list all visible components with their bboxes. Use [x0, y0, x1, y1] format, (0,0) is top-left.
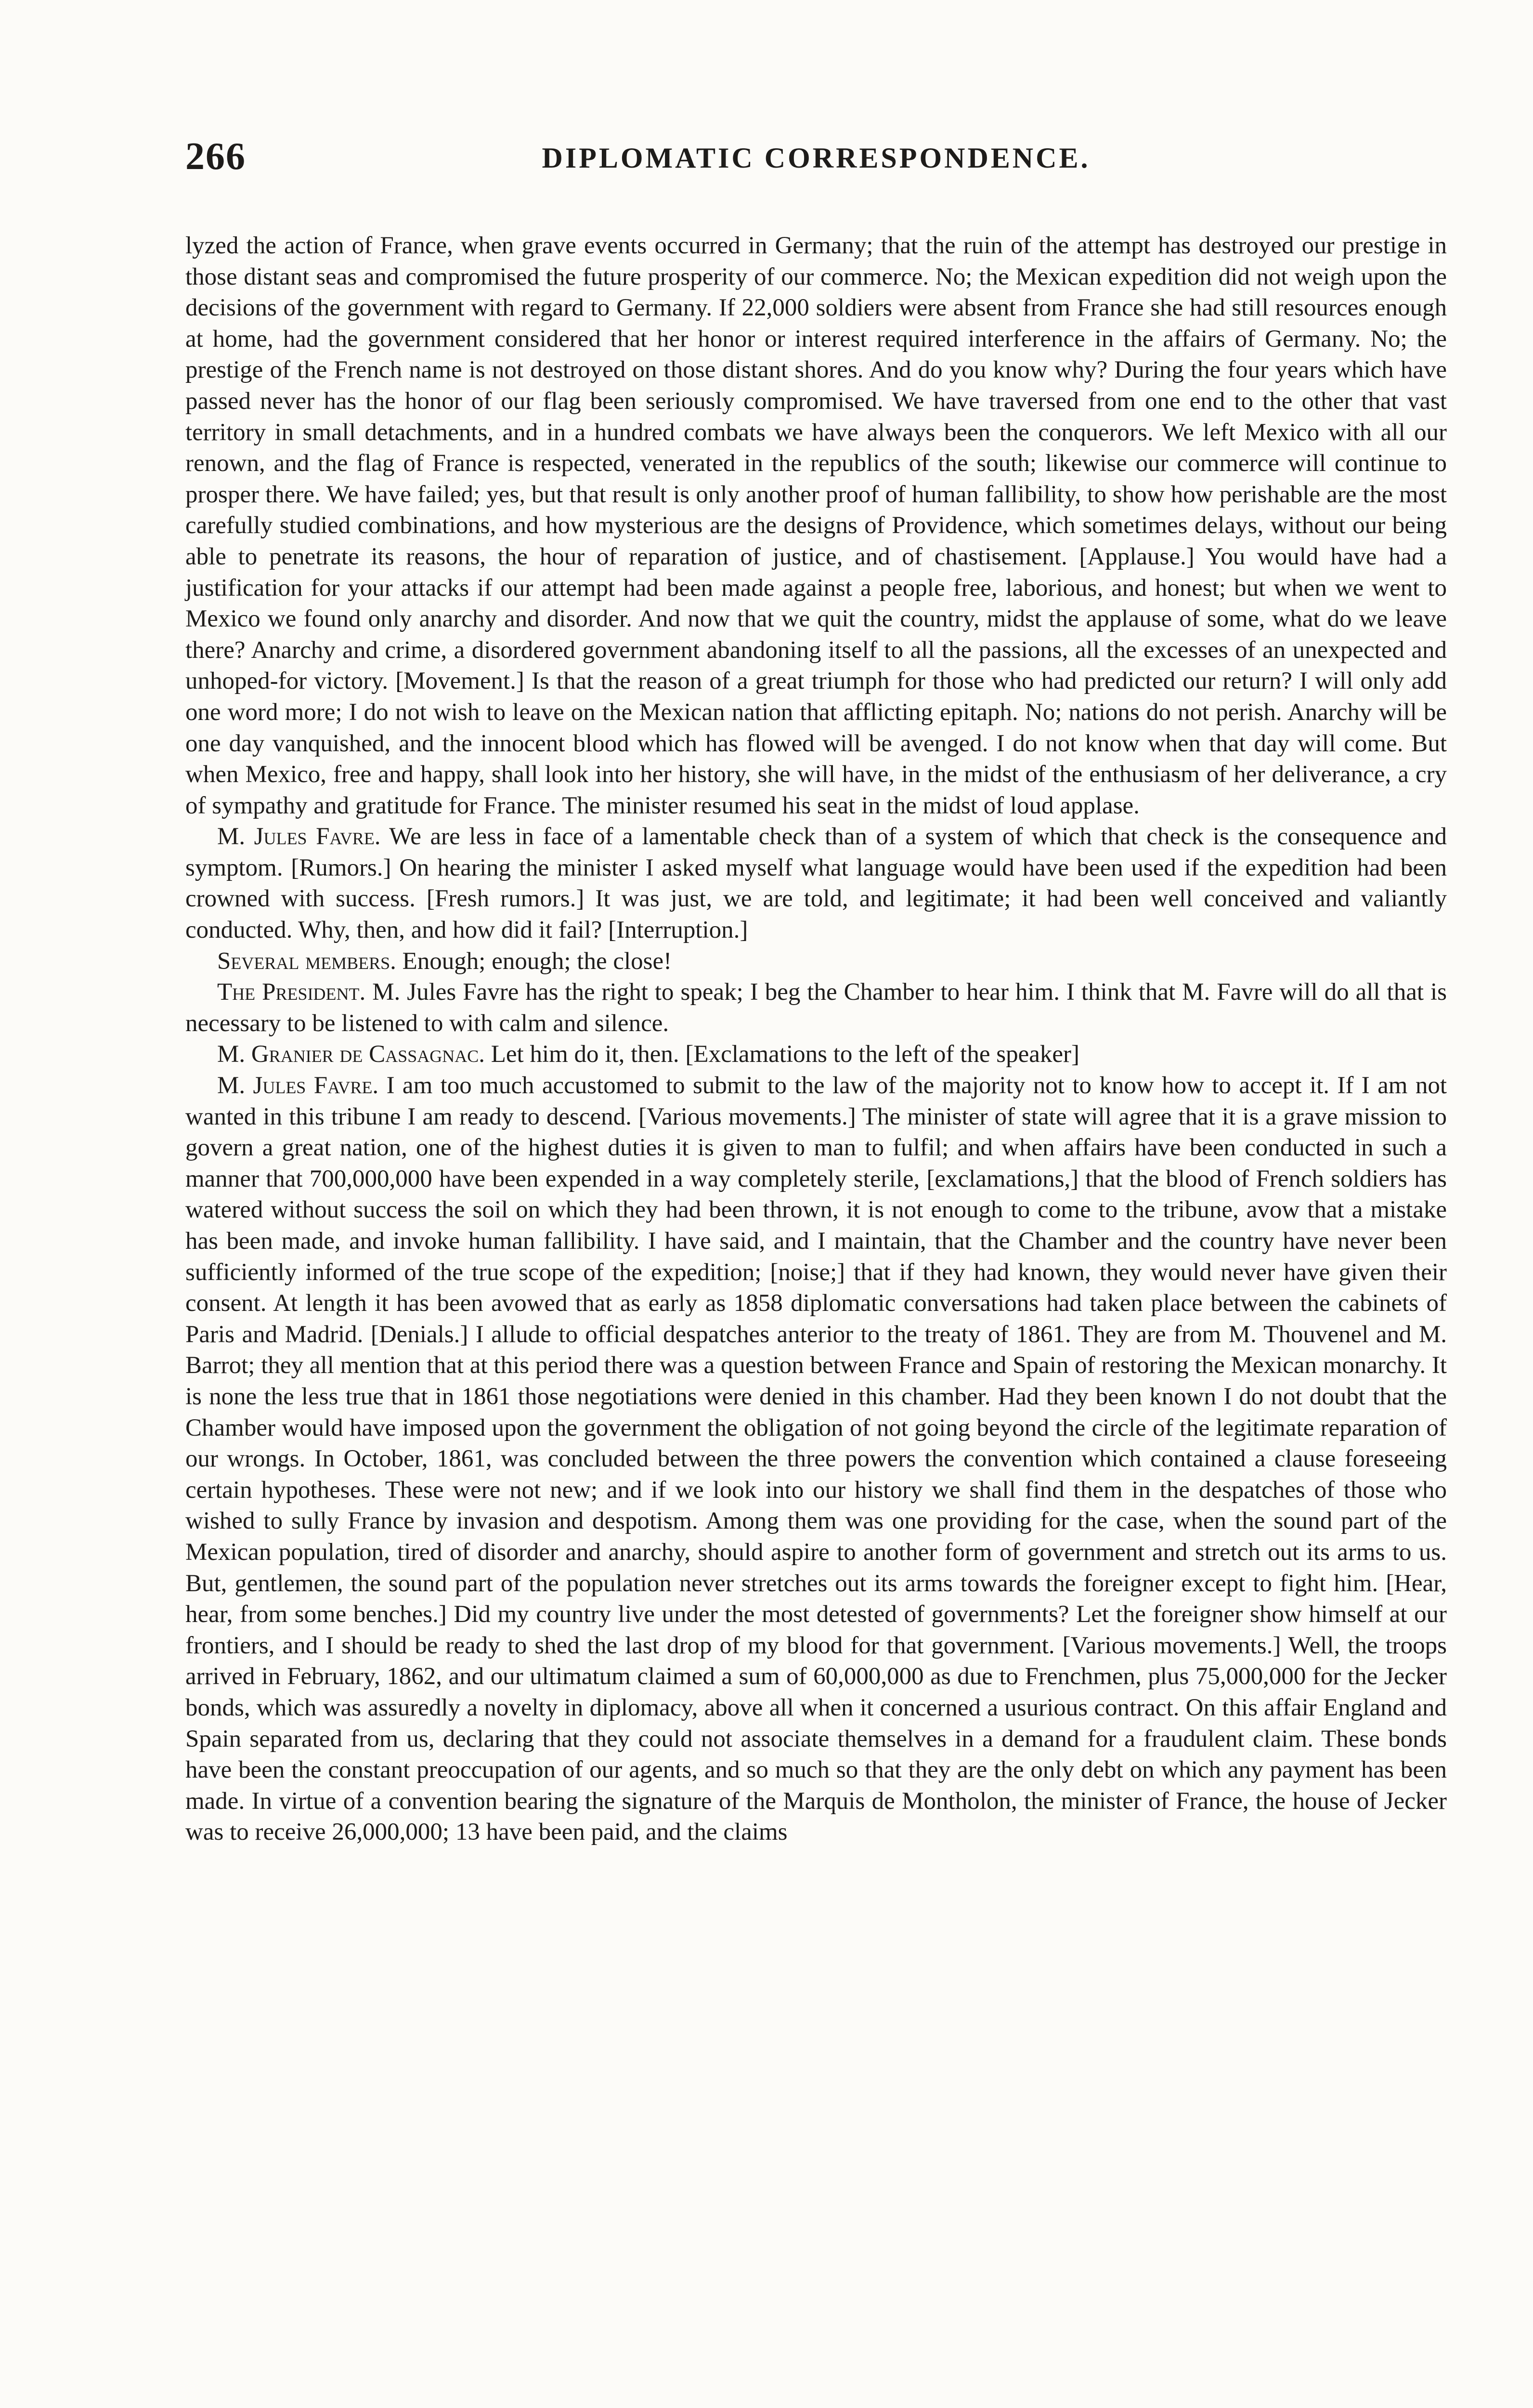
paragraph-text: We are less in face of a lamentable check than of a system of which that check is the consequence and symptom. [Rumors.] On hearing the minister I asked myself what language would have been used if the expedition had been crowned with success. [Fresh rumors.] It was just, we are told, and legitimate; it had been well conceived and valiantly conducted. Why, then, and how did it fail? [Interruption.]: [185, 823, 1447, 944]
paragraph: [185, 230, 1447, 821]
paragraph-text: Let him do it, then. [Exclamations to the left of the speaker]: [484, 1041, 1079, 1068]
speaker-name: M. Granier de Cassagnac.: [217, 1041, 485, 1068]
paragraph-text: Enough; enough; the close!: [396, 947, 672, 975]
paragraph: [185, 946, 1447, 977]
paragraph-text: lyzed the action of France, when grave events occurred in Germany; that the ruin of the attempt has destroyed our prestige in those distant seas and compromised the future prosperity of our commerce. No; the Mexican expedition did not weigh upon the decisions of the government with regard to Germany. If 22,000 soldiers were absent from France she had still resources enough at home, had the government considered that her honor or interest required interference in the affairs of Germany. No; the prestige of the French name is not destroyed on those distant shores. And do you know why? During the four years which have passed never has the honor of our flag been seriously compromised. We have traversed from one end to the other that vast territory in small detachments, and in a hundred combats we have always been the conquerors. We left Mexico with all our renown, and the flag of France is respected, venerated in the republics of the south; likewise our commerce will continue to prosper there. We have failed; yes, but that result is only another proof of human fallibility, to show how perishable are the most carefully studied combinations, and how mysterious are the designs of Providence, which sometimes delays, without our being able to penetrate its reasons, the hour of reparation of justice, and of chastisement. [Applause.] You would have had a justification for your attacks if our attempt had been made against a people free, laborious, and honest; but when we went to Mexico we found only anarchy and disorder. And now that we quit the country, midst the applause of some, what do we leave there? Anarchy and crime, a disordered government abandoning itself to all the passions, all the excesses of an unexpected and unhoped-for victory. [Movement.] Is that the reason of a great triumph for those who had predicted our return? I will only add one word more; I do not wish to leave on the Mexican nation that afflicting epitaph. No; nations do not perish. Anarchy will be one day vanquished, and the innocent blood which has flowed will be avenged. I do not know when that day will come. But when Mexico, free and happy, shall look into her history, she will have, in the midst of the enthusiasm of her deliverance, a cry of sympathy and gratitude for France. The minister resumed his seat in the midst of loud applase.: [185, 232, 1447, 819]
paragraph: [185, 821, 1447, 945]
running-title: DIPLOMATIC CORRESPONDENCE.: [542, 142, 1091, 174]
speaker-name: The President.: [217, 979, 366, 1006]
body-text: [185, 230, 1447, 2408]
paragraph: [185, 977, 1447, 1039]
paragraph-text: I am too much accustomed to submit to the law of the majority not to know how to accept it. If I am not wanted in this tribune I am ready to descend. [Various movements.] The minister of state will agree that it is a grave mission to govern a great nation, one of the highest duties it is given to man to fulfil; and when affairs have been conducted in such a manner that 700,000,000 have been expended in a way completely sterile, [exclamations,] that the blood of French soldiers has watered without success the soil on which they had been thrown, it is not enough to come to the tribune, avow that a mistake has been made, and invoke human fallibility. I have said, and I maintain, that the Chamber and the country have never been sufficiently informed of the true scope of the expedition; [noise;] that if they had known, they would never have given their consent. At length it has been avowed that as early as 1858 diplomatic conversations had taken place between the cabinets of Paris and Madrid. [Denials.] I allude to official despatches anterior to the treaty of 1861. They are from M. Thouvenel and M. Barrot; they all mention that at this period there was a question between France and Spain of restoring the Mexican monarchy. It is none the less true that in 1861 those negotiations were denied in this chamber. Had they been known I do not doubt that the Chamber would have imposed upon the government the obligation of not going beyond the circle of the legitimate reparation of our wrongs. In October, 1861, was concluded between the three powers the convention which contained a clause foreseeing certain hypotheses. These were not new; and if we look into our history we shall find them in the despatches of those who wished to sully France by invasion and despotism. Among them was one providing for the case, when the sound part of the Mexican population, tired of disorder and anarchy, should aspire to another form of government and stretch out its arms to us. But, gentlemen, the sound part of the population never stretches out its arms towards the foreigner except to fight him. [Hear, hear, from some benches.] Did my country live under the most detested of governments? Let the foreigner show himself at our frontiers, and I should be ready to shed the last drop of my blood for that government. [Various movements.] Well, the troops arrived in February, 1862, and our ultimatum claimed a sum of 60,000,000 as due to Frenchmen, plus 75,000,000 for the Jecker bonds, which was assuredly a novelty in diplomacy, above all when it concerned a usurious contract. On this affair England and Spain separated from us, declaring that they could not associate themselves in a demand for a fraudulent claim. These bonds have been the constant preoccupation of our agents, and so much so that they are the only debt on which any payment has been made. In virtue of a convention bearing the signature of the Marquis de Montholon, the minister of France, the house of Jecker was to receive 26,000,000; 13 have been paid, and the claims: [185, 1072, 1447, 1846]
page-number: 266: [185, 135, 246, 178]
speaker-name: Several members.: [217, 947, 396, 975]
paragraph-text: M. Jules Favre has the right to speak; I beg the Chamber to hear him. I think that M. Favre will do all that is necessary to be listened to with calm and silence.: [185, 979, 1447, 1037]
paragraph: [185, 1070, 1447, 1848]
speaker-name: M. Jules Favre.: [217, 1072, 379, 1099]
running-head: [185, 135, 1447, 193]
speaker-name: M. Jules Favre.: [217, 823, 381, 851]
paragraph: [185, 1039, 1447, 1070]
